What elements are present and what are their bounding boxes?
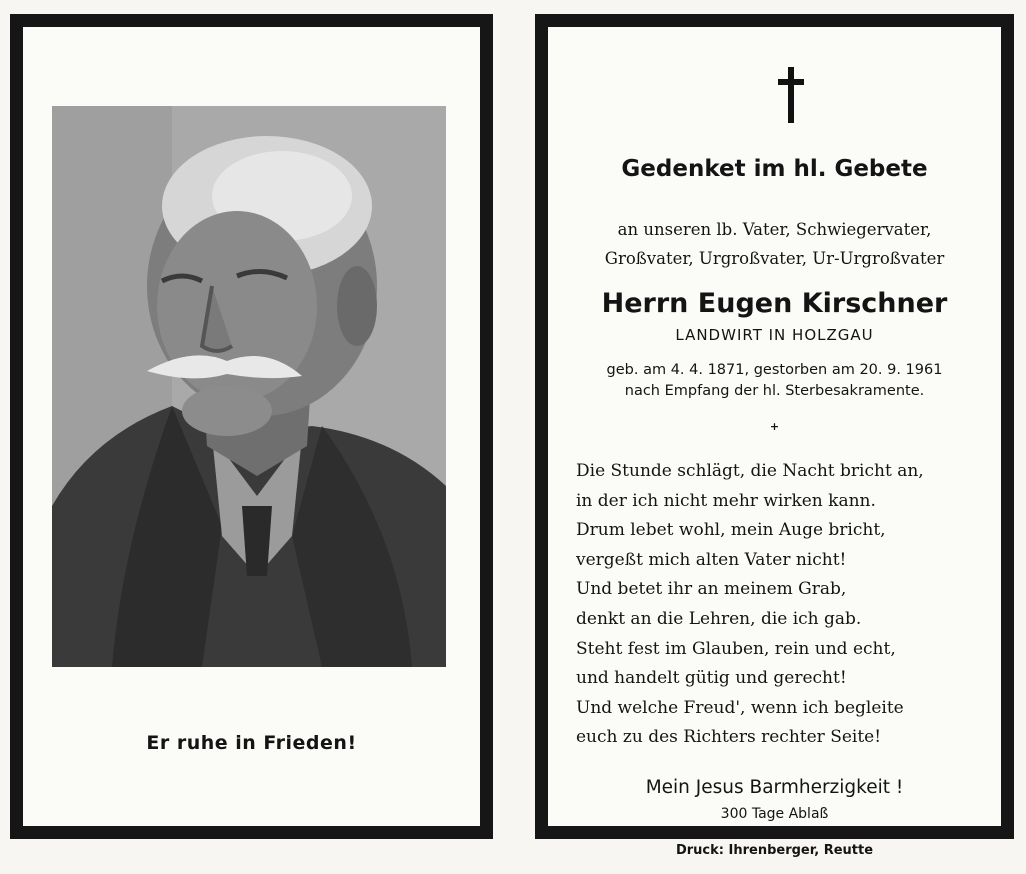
left-card-panel <box>10 14 493 839</box>
poem-line: in der ich nicht mehr wirken kann. <box>576 490 876 511</box>
dates-line: geb. am 4. 4. 1871, gestorben am 20. 9. 1961 <box>606 362 943 378</box>
printer-credit: Druck: Ihrenberger, Reutte <box>675 843 874 858</box>
life-dates <box>548 360 1001 402</box>
poem-line: Und welche Freud', wenn ich begleite <box>576 697 904 718</box>
poem-line: euch zu des Richters rechter Seite! <box>576 727 882 748</box>
poem-line: Drum lebet wohl, mein Auge bricht, <box>576 520 886 541</box>
heading: Gedenket im hl. Gebete <box>621 156 928 182</box>
separator-cross: + <box>769 420 780 433</box>
occupation: LANDWIRT IN HOLZGAU <box>675 326 874 344</box>
portrait-photo <box>52 106 446 667</box>
intro-line: Großvater, Urgroßvater, Ur-Urgroßvater <box>604 249 945 268</box>
portrait-illustration <box>52 106 446 667</box>
latin-cross-icon <box>775 65 807 125</box>
rest-in-peace-text: Er ruhe in Frieden! <box>146 732 357 754</box>
indulgence-text: 300 Tage Ablaß <box>720 806 829 822</box>
poem <box>576 457 996 753</box>
poem-line: und handelt gütig und gerecht! <box>576 668 847 689</box>
poem-line: denkt an die Lehren, die ich gab. <box>576 608 862 629</box>
poem-line: Steht fest im Glauben, rein und echt, <box>576 638 896 659</box>
intro-text <box>548 215 1001 273</box>
prayer-text: Mein Jesus Barmherzigkeit ! <box>645 777 904 798</box>
poem-line: Und betet ihr an meinem Grab, <box>576 579 847 600</box>
right-card-panel <box>535 14 1014 839</box>
deceased-name: Herrn Eugen Kirschner <box>601 288 948 319</box>
poem-line: vergeßt mich alten Vater nicht! <box>576 549 847 570</box>
dates-line: nach Empfang der hl. Sterbesakramente. <box>624 383 925 399</box>
intro-line: an unseren lb. Vater, Schwiegervater, <box>617 220 932 239</box>
poem-line: Die Stunde schlägt, die Nacht bricht an, <box>576 461 924 481</box>
